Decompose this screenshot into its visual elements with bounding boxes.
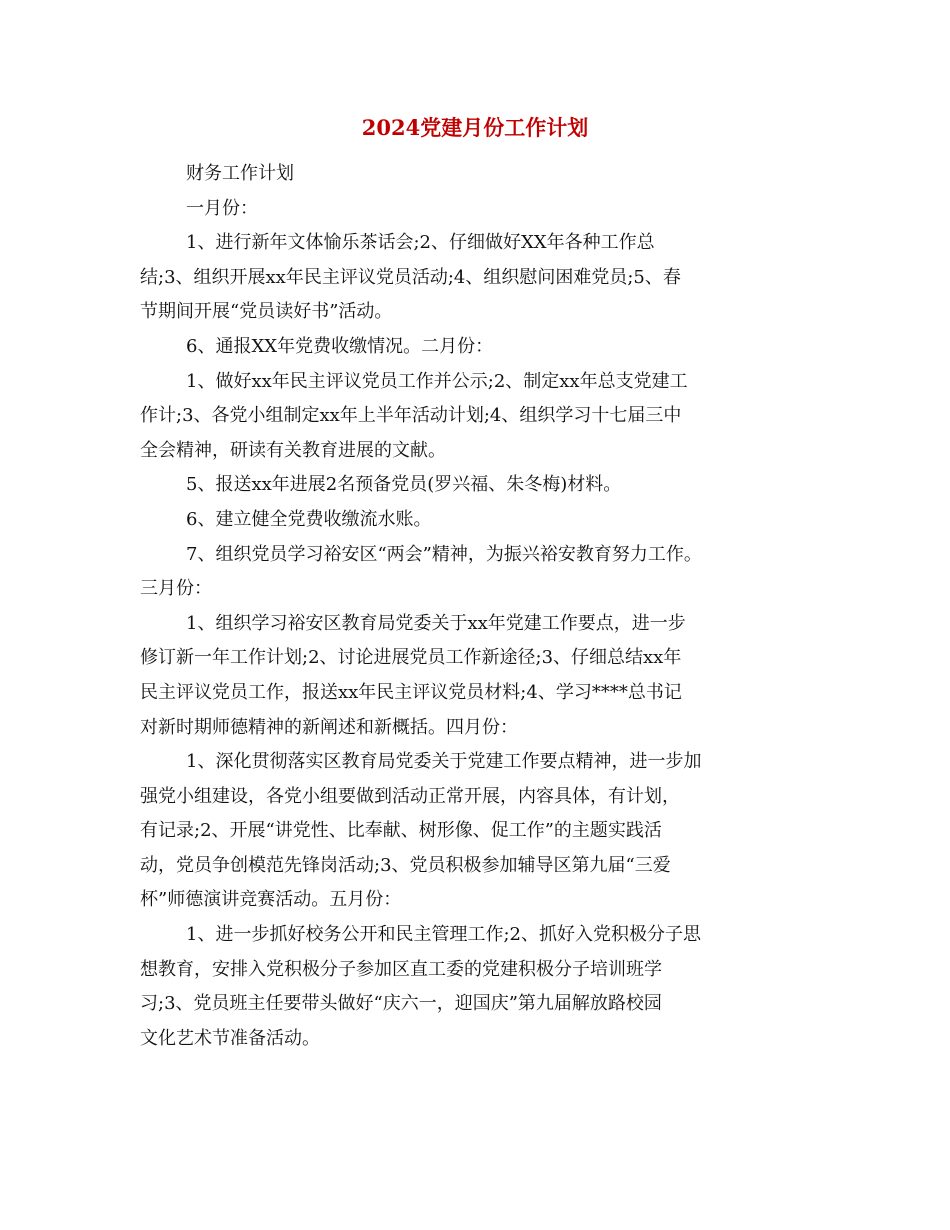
text-line: 强党小组建设，各党小组要做到活动正常开展，内容具体，有计划， (140, 785, 680, 807)
text-line: 1、组织学习裕安区教育局党委关于xx年党建工作要点，进一步 (186, 612, 686, 634)
text-line: 一月份： (186, 197, 258, 219)
text-line: 1、做好xx年民主评议党员工作并公示;2、制定xx年总支党建工 (186, 370, 688, 392)
text-line: 三月份： (140, 578, 212, 600)
text-line: 节期间开展“党员读好书”活动。 (140, 301, 393, 323)
text-line: 1、进一步抓好校务公开和民主管理工作;2、抓好入党积极分子思 (186, 924, 701, 946)
text-line: 修订新一年工作计划;2、讨论进展党员工作新途径;3、仔细总结xx年 (140, 647, 682, 669)
text-line: 1、进行新年文体愉乐茶话会;2、仔细做好XX年各种工作总 (186, 232, 655, 254)
text-line: 结;3、组织开展xx年民主评议党员活动;4、组织慰问困难党员;5、春 (140, 266, 681, 288)
text-line: 动，党员争创模范先锋岗活动;3、党员积极参加辅导区第九届“三爱 (140, 854, 671, 876)
text-line: 财务工作计划 (186, 163, 294, 184)
text-line: 作计;3、各党小组制定xx年上半年活动计划;4、组织学习十七届三中 (140, 405, 682, 427)
document-title: 2024党建月份工作计划 (361, 115, 589, 140)
text-line: 想教育，安排入党积极分子参加区直工委的党建积极分子培训班学 (140, 958, 662, 980)
text-line: 习;3、党员班主任要带头做好“庆六一，迎国庆”第九届解放路校园 (140, 993, 662, 1015)
text-line: 1、深化贯彻落实区教育局党委关于党建工作要点精神，进一步加 (186, 751, 702, 773)
text-line: 全会精神，研读有关教育进展的文献。 (140, 439, 446, 461)
document-body (140, 157, 830, 1056)
text-line: 7、组织党员学习裕安区“两会”精神，为振兴裕安教育努力工作。 (186, 543, 702, 565)
text-line: 对新时期师德精神的新阐述和新概括。四月份： (140, 716, 518, 738)
text-line: 6、通报XX年党费收缴情况。二月份： (186, 335, 494, 357)
text-line: 5、报送xx年进展2名预备党员(罗兴福、朱冬梅)材料。 (186, 474, 622, 496)
text-line: 有记录;2、开展“讲党性、比奉献、树形像、促工作”的主题实践活 (140, 820, 662, 842)
text-line: 文化艺术节准备活动。 (140, 1027, 320, 1049)
text-line: 杯”师德演讲竞赛活动。五月份： (140, 889, 402, 911)
text-line: 6、建立健全党费收缴流水账。 (186, 508, 432, 530)
text-line: 民主评议党员工作，报送xx年民主评议党员材料;4、学习****总书记 (140, 681, 682, 703)
